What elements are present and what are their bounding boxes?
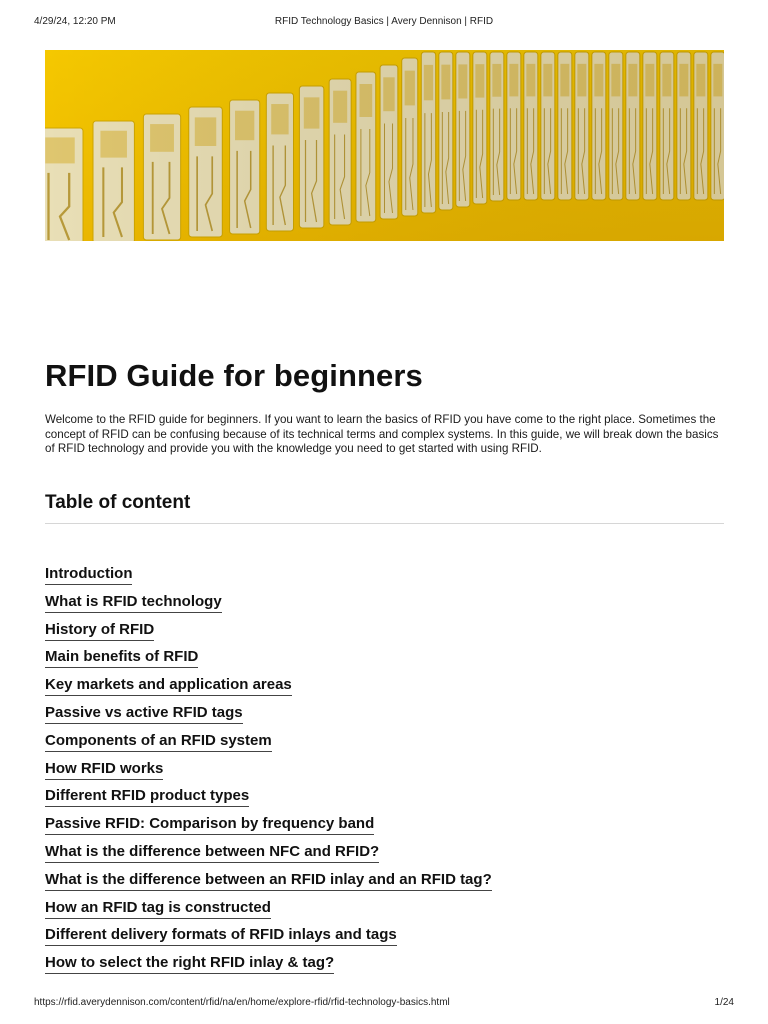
toc-link-passive-vs-active[interactable]: Passive vs active RFID tags — [45, 704, 243, 724]
toc-link-what-is-rfid[interactable]: What is RFID technology — [45, 593, 222, 613]
toc-link-delivery-formats[interactable]: Different delivery formats of RFID inlays and tags — [45, 926, 397, 946]
intro-paragraph: Welcome to the RFID guide for beginners. If you want to learn the basics of RFID you have come to the right place. Sometimes the concept of RFID can be confusing because of its technical terms and complex systems. In this guide, we will break down the basics of RFID technology and provide you with the knowledge you need to get started with using RFID. — [45, 413, 719, 456]
print-header — [34, 16, 734, 30]
toc-item — [45, 954, 492, 982]
print-footer — [34, 997, 734, 1011]
toc-item — [45, 621, 492, 649]
toc-item — [45, 843, 492, 871]
toc-link-benefits[interactable]: Main benefits of RFID — [45, 648, 198, 668]
toc-link-history[interactable]: History of RFID — [45, 621, 154, 641]
toc-item — [45, 676, 492, 704]
page-number: 1/24 — [714, 997, 734, 1008]
toc-link-tag-construction[interactable]: How an RFID tag is constructed — [45, 899, 271, 919]
toc-link-frequency-band[interactable]: Passive RFID: Comparison by frequency band — [45, 815, 374, 835]
toc-item — [45, 871, 492, 899]
toc-item — [45, 704, 492, 732]
toc-link-select-inlay[interactable]: How to select the right RFID inlay & tag? — [45, 954, 334, 974]
hero-banner — [45, 50, 724, 241]
toc-link-how-rfid-works[interactable]: How RFID works — [45, 760, 163, 780]
toc-item — [45, 732, 492, 760]
toc-item — [45, 565, 492, 593]
toc-item — [45, 760, 492, 788]
print-page-title: RFID Technology Basics | Avery Dennison | RFID — [274, 16, 494, 27]
toc-item — [45, 787, 492, 815]
toc-item — [45, 926, 492, 954]
toc-link-product-types[interactable]: Different RFID product types — [45, 787, 249, 807]
toc-link-components[interactable]: Components of an RFID system — [45, 732, 272, 752]
toc-heading: Table of content — [45, 492, 191, 513]
toc-link-nfc-vs-rfid[interactable]: What is the difference between NFC and RFID? — [45, 843, 379, 863]
toc-item — [45, 648, 492, 676]
toc-link-markets[interactable]: Key markets and application areas — [45, 676, 292, 696]
toc-item — [45, 593, 492, 621]
toc-divider — [45, 523, 724, 524]
toc-item — [45, 815, 492, 843]
page-title: RFID Guide for beginners — [45, 358, 423, 393]
toc-link-introduction[interactable]: Introduction — [45, 565, 132, 585]
print-datetime: 4/29/24, 12:20 PM — [34, 16, 116, 27]
print-url: https://rfid.averydennison.com/content/rfid/na/en/home/explore-rfid/rfid-technology-basics.html — [34, 997, 450, 1008]
toc-item — [45, 899, 492, 927]
toc-list — [45, 565, 492, 982]
rfid-inlays-image — [45, 50, 724, 241]
toc-link-inlay-vs-tag[interactable]: What is the difference between an RFID inlay and an RFID tag? — [45, 871, 492, 891]
